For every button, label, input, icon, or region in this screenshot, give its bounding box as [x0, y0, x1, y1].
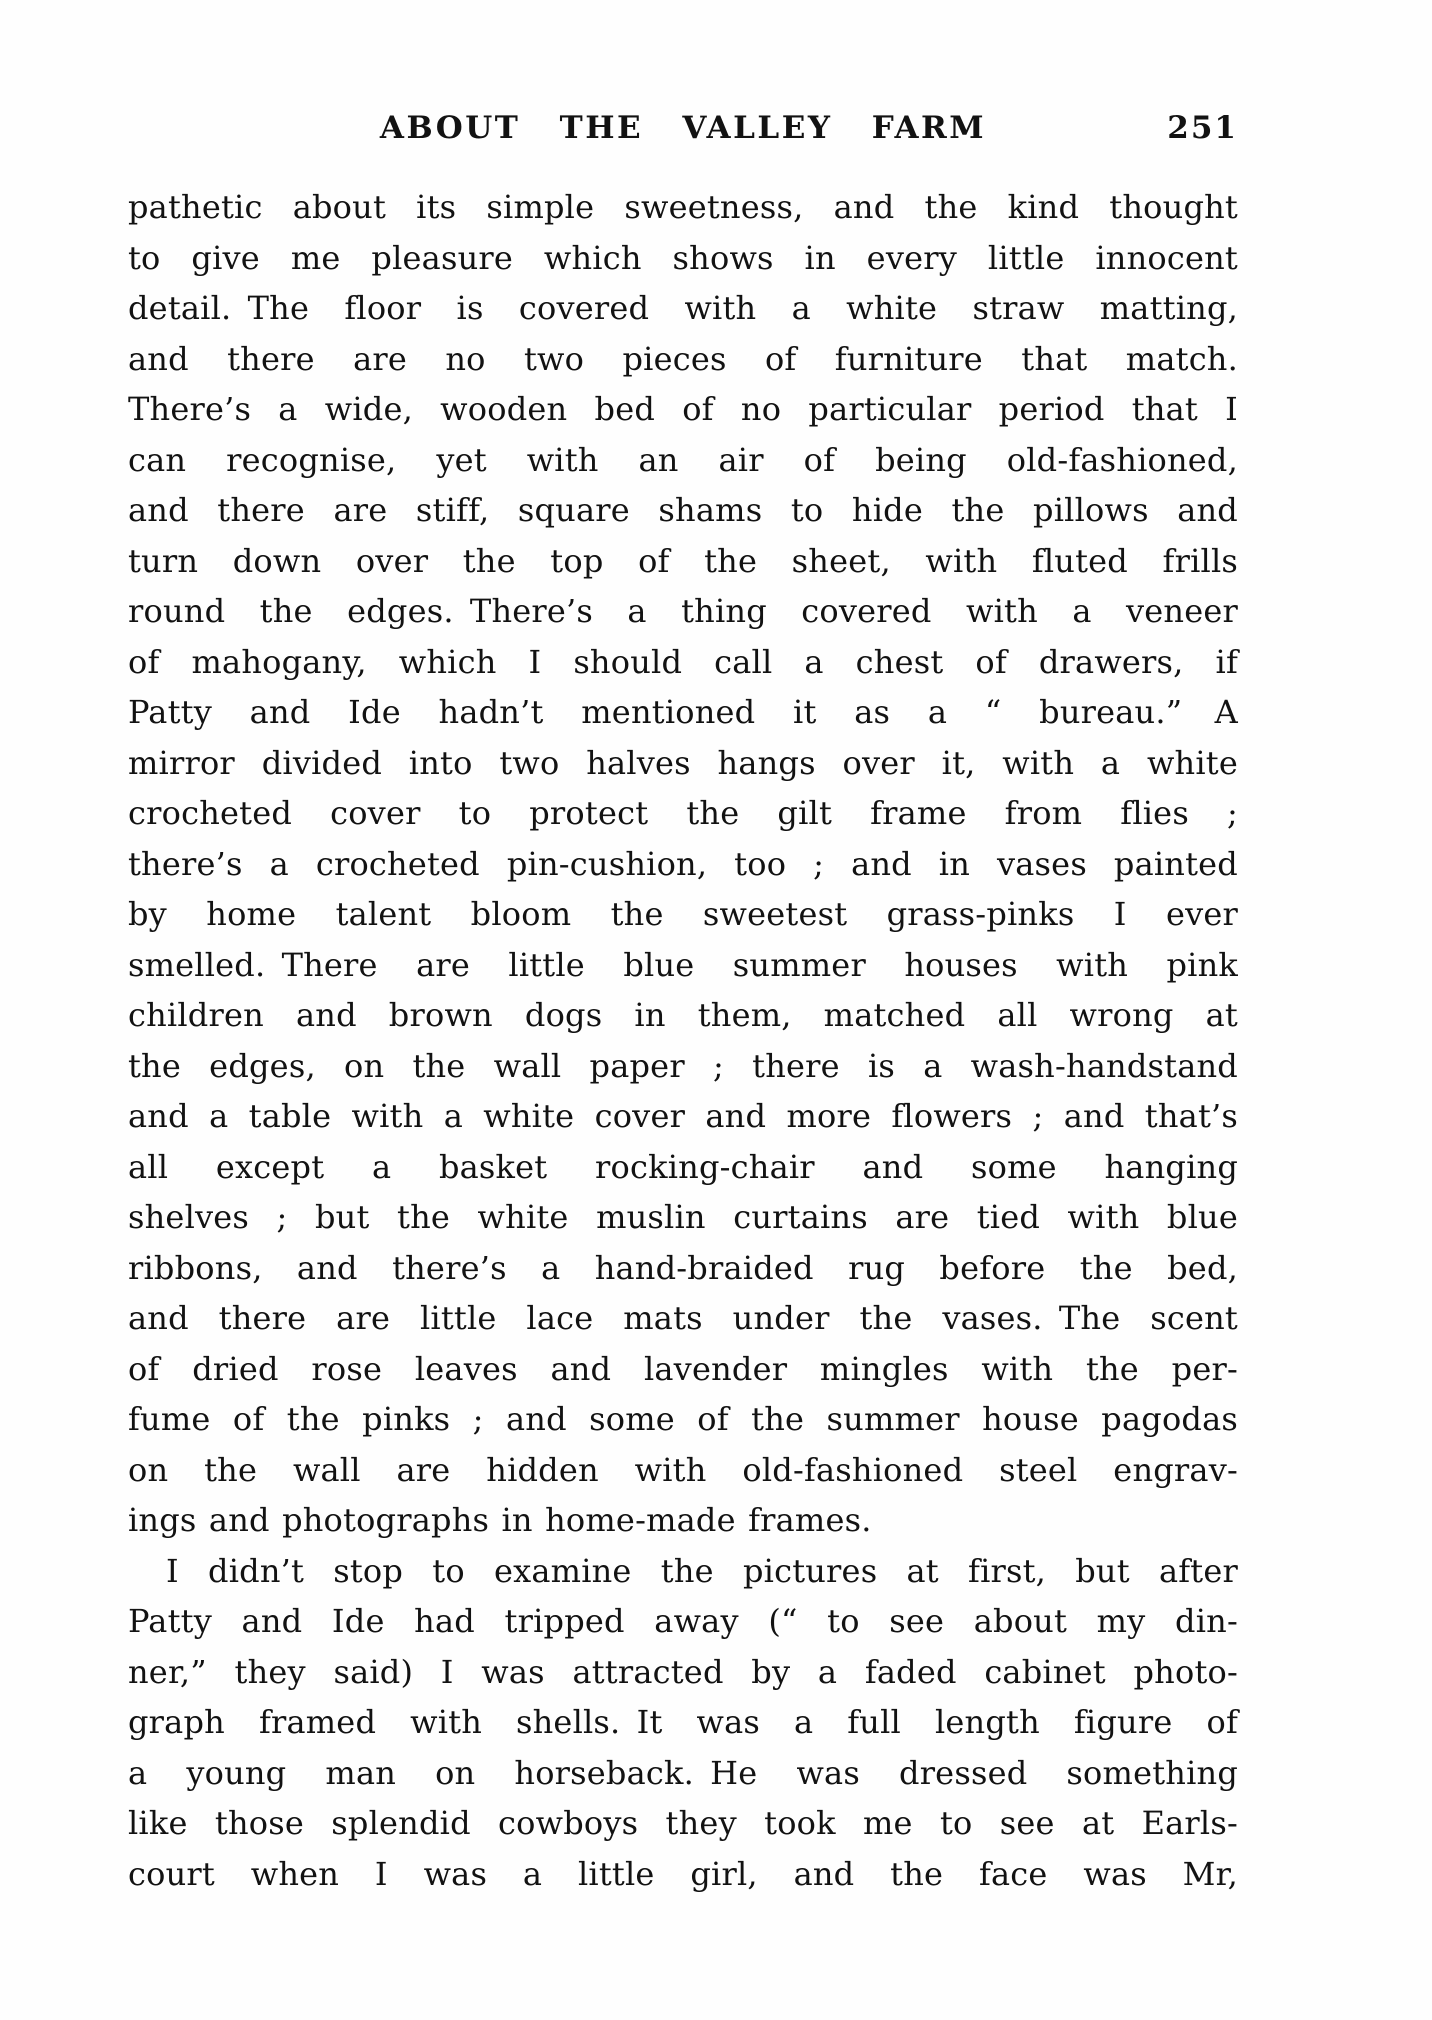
text-line: There’s a wide, wooden bed of no particular period that I [128, 390, 1238, 428]
text-line: the edges, on the wall paper ; there is a wash-handstand [128, 1046, 1238, 1085]
text-line: and there are no two pieces of furniture that match. [128, 339, 1238, 378]
text-line: ribbons, and there’s a hand-braided rug before the bed, [128, 1248, 1238, 1287]
text-line: smelled. There are little blue summer houses with pink [128, 945, 1238, 984]
text-line: all except a basket rocking-chair and some hanging [128, 1147, 1238, 1186]
text-line: ner,” they said) I was attracted by a faded cabinet photo- [128, 1652, 1238, 1691]
text-line: and a table with a white cover and more flowers ; and that’s [128, 1097, 1238, 1135]
text-line: mirror divided into two halves hangs over it, with a white [128, 743, 1238, 782]
text-line: graph framed with shells. It was a full length figure of [128, 1703, 1238, 1741]
text-line: round the edges. There’s a thing covered with a veneer [128, 592, 1238, 630]
text-line: of dried rose leaves and lavender mingles with the per- [128, 1349, 1238, 1388]
running-header-title: ABOUT THE VALLEY FARM [379, 110, 987, 146]
text-line: children and brown dogs in them, matched all wrong at [128, 996, 1238, 1034]
text-line: crocheted cover to protect the gilt frame from flies ; [128, 794, 1238, 832]
text-line: there’s a crocheted pin-cushion, too ; and in vases painted [128, 844, 1238, 883]
text-line: court when I was a little girl, and the face was Mr, [128, 1854, 1238, 1893]
text-line: turn down over the top of the sheet, with fluted frills [128, 541, 1238, 580]
text-line: Patty and Ide had tripped away (“ to see about my din- [128, 1602, 1238, 1640]
text-line: Patty and Ide hadn’t mentioned it as a “ bureau.” A [128, 693, 1238, 731]
running-header [128, 104, 1238, 152]
text-line: ings and photographs in home-made frames. [128, 1501, 872, 1539]
text-line: on the wall are hidden with old-fashioned steel engrav- [128, 1450, 1238, 1489]
text-line: like those splendid cowboys they took me to see at Earls- [128, 1804, 1238, 1842]
text-line: and there are stiff, square shams to hide the pillows and [128, 491, 1238, 529]
text-line: of mahogany, which I should call a chest of drawers, if [128, 642, 1238, 681]
text-line: shelves ; but the white muslin curtains are tied with blue [128, 1198, 1238, 1236]
text-line: by home talent bloom the sweetest grass-pinks I ever [128, 895, 1238, 933]
text-line: and there are little lace mats under the vases. The scent [128, 1299, 1238, 1337]
text-line: to give me pleasure which shows in every little innocent [128, 238, 1238, 277]
body-lines [128, 182, 1238, 1899]
page-content [128, 104, 1238, 1899]
text-line: can recognise, yet with an air of being old-fashioned, [128, 440, 1238, 479]
text-line: a young man on horseback. He was dressed something [128, 1753, 1238, 1792]
text-line: detail. The floor is covered with a white straw matting, [128, 289, 1238, 327]
text-line: I didn’t stop to examine the pictures at first, but after [166, 1551, 1238, 1590]
text-line: pathetic about its simple sweetness, and the kind thought [128, 188, 1238, 226]
text-line: fume of the pinks ; and some of the summer house pagodas [128, 1400, 1238, 1438]
page-number: 251 [1167, 110, 1238, 146]
